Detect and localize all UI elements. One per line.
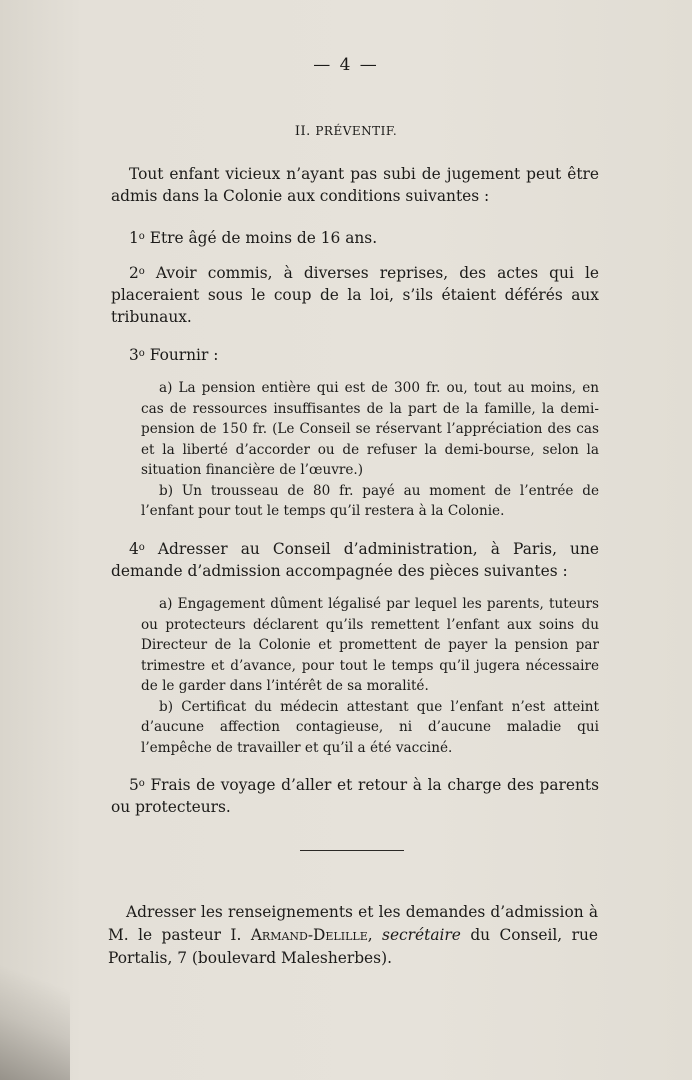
- section-heading: [0, 124, 692, 139]
- footer-tail: du Conseil, rue Portalis, 7 (boulevard Malesherbes).: [108, 926, 598, 967]
- item-number: 4: [129, 540, 139, 558]
- item-number: 5: [129, 776, 139, 794]
- item-number: 3: [129, 346, 139, 364]
- item-4-subitems: [141, 594, 599, 758]
- item-text: Avoir commis, à diverses reprises, des actes qui le placeraient sous le coup de la loi, s’ils étaient déférés aux tribunaux.: [111, 264, 599, 326]
- ordinal-mark: o: [138, 542, 145, 553]
- item-text: Adresser au Conseil d’administration, à Paris, une demande d’admission accompagnée des pièces suivantes :: [111, 540, 599, 580]
- footer-lead: Adresser les renseignements et les demandes d’admission à M. le pasteur I.: [108, 903, 598, 944]
- footer-name: Armand-Delille,: [250, 926, 373, 944]
- ordinal-mark: o: [138, 266, 145, 277]
- item-3-subitems: [141, 378, 599, 522]
- section-title: PRÉVENTIF.: [315, 124, 398, 138]
- page-number: — 4 —: [313, 55, 379, 75]
- item-1: [111, 226, 599, 249]
- ordinal-mark: o: [138, 348, 145, 359]
- subitem-b: b) Certificat du médecin attestant que l’enfant n’est atteint d’aucune affection contagieuse, ni d’aucune maladie qui l’empêche de travailler et qu’il a été vacciné.: [141, 698, 599, 756]
- footer-paragraph: [108, 901, 598, 970]
- footer-role: secrétaire: [382, 926, 461, 944]
- item-number: 1: [129, 229, 139, 247]
- ordinal-mark: o: [138, 778, 145, 789]
- item-number: 2: [129, 264, 139, 282]
- item-text: Frais de voyage d’aller et retour à la charge des parents ou protecteurs.: [111, 776, 599, 816]
- ordinal-mark: o: [138, 231, 145, 242]
- item-4: [111, 537, 599, 582]
- item-text: Fournir :: [149, 346, 219, 364]
- intro-paragraph: [111, 163, 599, 207]
- item-text: Etre âgé de moins de 16 ans.: [149, 229, 378, 247]
- subitem-b: b) Un trousseau de 80 fr. payé au moment de l’entrée de l’enfant pour tout le temps qu’il restera à la Colonie.: [141, 482, 599, 519]
- intro-text: Tout enfant vicieux n’ayant pas subi de jugement peut être admis dans la Colonie aux conditions suivantes :: [111, 165, 599, 205]
- section-divider: [300, 850, 404, 851]
- subitem-a: a) La pension entière qui est de 300 fr. ou, tout au moins, en cas de ressources insuffisantes de la part de la famille, la demi-pension de 150 fr. (Le Conseil se réservant l’appréciation des cas et la liberté d’accorder ou de refuser la demi-bourse, selon la situation financière de l’œuvre.): [141, 380, 599, 478]
- subitem-a: a) Engagement dûment légalisé par lequel les parents, tuteurs ou protecteurs déclarent qu’ils remettent l’enfant aux soins du Directeur de la Colonie et promettent de payer la pension par trimestre et d’avance, pour tout le temps qu’il jugera nécessaire de le garder dans l’intérêt de sa moralité.: [141, 596, 599, 694]
- item-3: [111, 343, 599, 366]
- item-5: [111, 773, 599, 818]
- section-numeral: II.: [294, 124, 311, 139]
- item-2: [111, 261, 599, 328]
- page-edge-shadow: [0, 940, 70, 1080]
